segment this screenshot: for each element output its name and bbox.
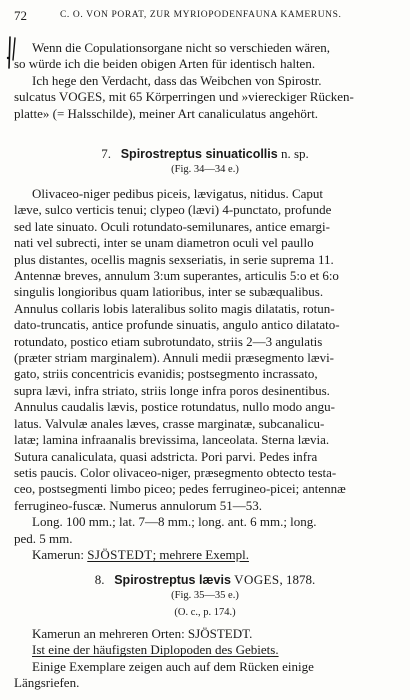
text-line: Wenn die Copulationsorgane nicht so verschieden wären, <box>32 40 330 55</box>
text-line: platte» (= Halsschilde), meiner Art canaliculatus angehört. <box>14 105 319 121</box>
text-line: gato, striis concentricis evanidis; postsegmento incrassato, <box>14 366 318 382</box>
text-line: Long. 100 mm.; lat. 7—8 mm.; long. ant. 6 mm.; long. <box>32 514 317 530</box>
figure-ref: (Fig. 35—35 e.) <box>171 590 239 602</box>
text-line: sulcatus VOGES, mit 65 Körperringen und »viereckiger Rücken- <box>14 89 354 105</box>
text-line: nati vel subrecti, inter se unam diametron oculi vel paullo <box>14 235 314 251</box>
text-line: latæ; lamina infraanalis brevissima, lanceolata. Sterna lævia. <box>14 432 330 448</box>
citation-ref: (O. c., p. 174.) <box>174 606 236 618</box>
text-line: Längsriefen. <box>14 675 80 691</box>
text-line: rotundato, postico etiam subrotundato, striis 2—3 angulatis <box>14 333 323 349</box>
intro-paragraph <box>14 40 396 122</box>
text-line: Ich hege den Verdacht, dass das Weibchen von Spirostr. <box>32 72 322 88</box>
collector-name: SJÖSTEDT <box>87 546 153 562</box>
text-line: Einige Exemplare zeigen auch auf dem Rücken einige <box>32 658 314 674</box>
text-line: latus. Valvulæ anales læves, crasse marginatæ, subcanalicu- <box>14 415 325 431</box>
figure-ref: (Fig. 34—34 e.) <box>171 164 239 176</box>
page-number: 72 <box>14 8 27 23</box>
locality-line: Kamerun: SJÖSTEDT; mehrere Exempl. <box>32 546 249 562</box>
text-line: læve, sulco verticis tenui; clypeo (lævi) 4-punctato, profunde <box>14 202 332 218</box>
running-head: C. O. VON PORAT, ZUR MYRIOPODENFAUNA KAMERUNS. <box>60 10 342 20</box>
species-7-description <box>14 186 396 563</box>
species-8-heading <box>14 572 396 621</box>
text-line: Antennæ breves, annulum 3:um superantes, articulis 5:o et 6:o <box>14 268 339 284</box>
text-line: dato-truncatis, antice profunde sinuatis, angulo antico dilatato- <box>14 317 340 333</box>
species-7-heading <box>14 146 396 179</box>
text-line: Annulus collaris lobis lateralibus solito magis dilatatis, rotun- <box>14 300 335 316</box>
species-title: 7. Spirostreptus sinuaticollis n. sp. <box>101 146 309 161</box>
text-line: supra lævi, infra striato, striis longe infra poros desinentibus. <box>14 382 330 398</box>
species-title: 8. Spirostreptus lævis VOGES, 1878. <box>94 572 316 587</box>
text-line: Olivaceo-niger pedibus piceis, lævigatus, nitidus. Caput <box>32 186 324 201</box>
text-line: plus distantes, ocellis magnis sexseriatis, in serie suprema 11. <box>14 251 334 267</box>
text-line: sed late sinuato. Oculi rotundato-semilunares, antice emargi- <box>14 218 330 234</box>
text-line: ped. 5 mm. <box>14 530 73 546</box>
text-line: Annulus caudalis lævis, postice rotundatus, nullo modo angu- <box>14 399 335 415</box>
text-line: Ist eine der häufigsten Diplopoden des Gebiets. <box>32 642 279 658</box>
text-line: Sutura canaliculata, quasi adstricta. Pori parvi. Pedes infra <box>14 448 318 464</box>
text-line: setis paucis. Color olivaceo-niger, præsegmento obtecto testa- <box>14 464 337 480</box>
species-name: Spirostreptus sinuaticollis <box>120 147 278 161</box>
text-line: Kamerun an mehreren Orten: SJÖSTEDT. <box>32 626 253 641</box>
species-8-description <box>14 626 396 692</box>
species-name: Spirostreptus lævis <box>114 573 231 587</box>
text-line: (præter striam marginalem). Annuli medii præsegmento lævi- <box>14 350 335 366</box>
text-line: so würde ich die beiden obigen Arten für identisch halten. <box>14 56 316 72</box>
text-line: singulis longioribus quam latioribus, inter se subæqualibus. <box>14 284 324 300</box>
text-line: ferrugineo-fuscæ. Numerus annulorum 51—53. <box>14 497 263 513</box>
page-header <box>14 8 396 24</box>
text-line: ceo, postsegmenti limbo piceo; pedes ferrugineo-picei; antennæ <box>14 481 346 497</box>
